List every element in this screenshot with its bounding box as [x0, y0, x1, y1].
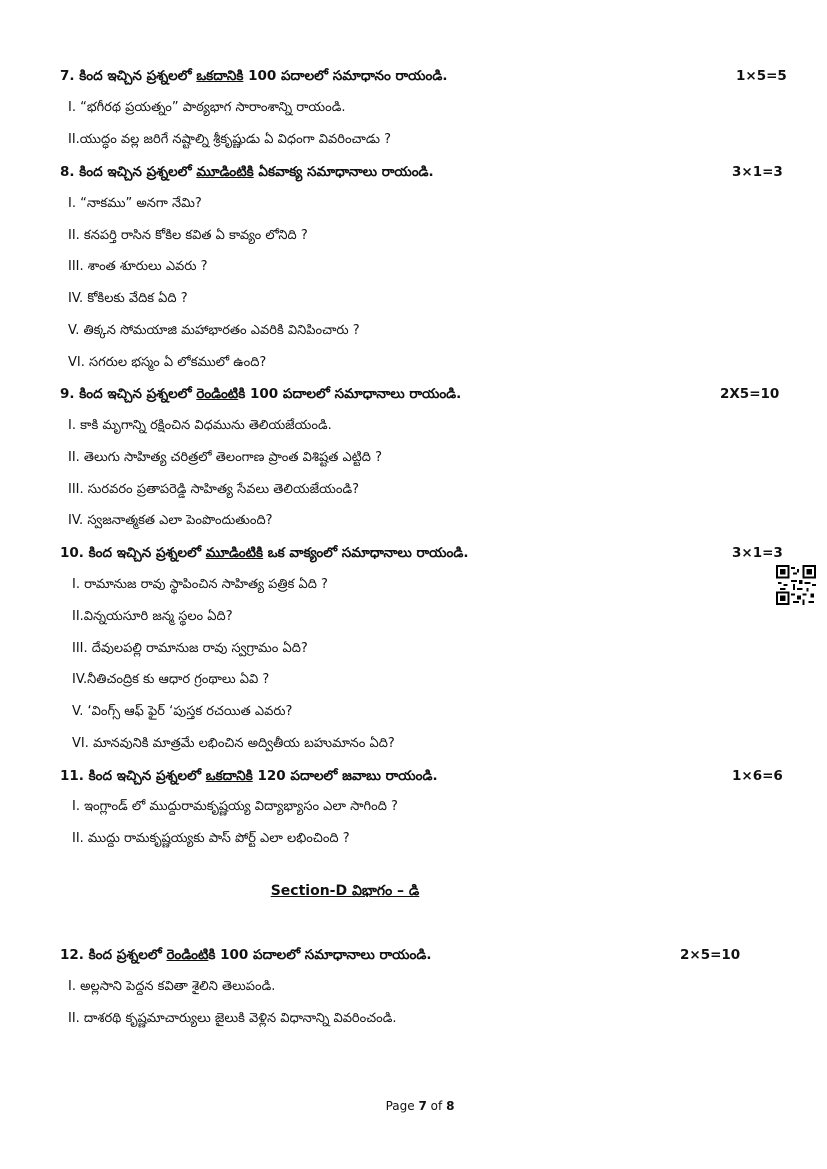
sub-question: I. ఇంగ్లాండ్ లో ముద్దురామకృష్ణయ్య విద్యాభ్యాసం ఎలా సాగింది ?	[72, 799, 398, 814]
section-heading	[0, 883, 690, 902]
sub-question: I. రామానుజ రావు స్థాపించిన సాహిత్య పత్రిక ఏది ?	[72, 577, 328, 592]
sub-question: I. “భగీరథ ప్రయత్నం” పాఠ్యభాగ సారాంశాన్ని రాయండి.	[68, 100, 346, 115]
question-emphasis: మూడింటికి	[196, 164, 254, 180]
sub-question: V. తిక్కన సోమయాజి మహాభారతం ఎవరికి వినిపించారు ?	[68, 323, 360, 338]
sub-question: I. “నాకము” అనగా నేమి?	[68, 196, 202, 211]
marks-q7: 1×5=5	[736, 68, 787, 84]
sub-question: III. శాంత శూరులు ఎవరు ?	[68, 259, 208, 274]
marks-q8: 3×1=3	[732, 164, 783, 180]
question-text: కి 100 పదాలలో సమాధానాలు రాయండి.	[238, 386, 462, 402]
question-text: 7. కింద ఇచ్చిన ప్రశ్నలలో	[60, 68, 197, 84]
sub-question: II. తెలుగు సాహిత్య చరిత్రలో తెలంగాణ ప్రాంత విశిష్టత ఎట్టిది ?	[68, 450, 383, 465]
sub-question: II. కనపర్తి రాసిన కోకిల కవిత ఏ కావ్యం లోనిది ?	[68, 228, 308, 243]
question-emphasis: రెండింటి	[196, 386, 239, 402]
sub-question: III. దేవులపల్లి రామానుజ రావు స్వగ్రామం ఏది?	[72, 641, 308, 656]
marks-q12: 2×5=10	[680, 947, 741, 963]
marks-q9: 2X5=10	[720, 386, 780, 402]
page-total: 8	[446, 1099, 455, 1113]
question-11	[60, 768, 438, 787]
question-text: 11. కింద ఇచ్చిన ప్రశ్నలలో	[60, 768, 206, 784]
page-footer	[0, 1099, 827, 1113]
sub-question: VI. సగరుల భస్మం ఏ లోకములో ఉంది?	[68, 355, 267, 370]
question-text: 120 పదాలలో జవాబు రాయండి.	[252, 768, 438, 784]
section-title: Section-D విభాగం – డి	[270, 883, 420, 899]
sub-question: I. అల్లసాని పెద్దన కవితా శైలిని తెలుపండి.	[68, 979, 276, 994]
sub-question: II.యుద్ధం వల్ల జరిగే నష్టాల్ని శ్రీకృష్ణుడు ఏ విధంగా వివరించాడు ?	[68, 132, 392, 147]
question-12	[60, 947, 431, 966]
sub-question: VI. మానవునికి మాత్రమే లభించిన అద్వితీయ బహుమానం ఏది?	[72, 736, 395, 751]
sub-question: III. సురవరం ప్రతాపరెడ్డి సాహిత్య సేవలు తెలియజేయండి?	[68, 482, 360, 497]
marks-q10: 3×1=3	[732, 545, 783, 561]
sub-question: IV. స్వజనాత్మకత ఎలా పెంపొందుతుంది?	[68, 513, 273, 528]
sub-question: IV.నీతిచంద్రిక కు ఆధార గ్రంథాలు ఏవి ?	[72, 672, 270, 687]
sub-question: II. ముద్దు రామకృష్ణయ్యకు పాస్ పోర్ట్ ఎలా లభించింది ?	[72, 831, 350, 846]
question-text: 12. కింద ప్రశ్నలలో	[60, 947, 167, 963]
question-text: ఏకవాక్య సమాధానాలు రాయండి.	[253, 164, 434, 180]
question-emphasis: రెండింటి	[166, 947, 209, 963]
sub-question: I. కాకి మృగాన్ని రక్షించిన విధమును తెలియజేయండి.	[68, 418, 332, 433]
qr-code-icon	[776, 565, 816, 605]
question-10	[60, 545, 468, 564]
question-7	[60, 68, 447, 87]
question-emphasis: మూడింటికి	[205, 545, 264, 561]
question-text: 10. కింద ఇచ్చిన ప్రశ్నలలో	[60, 545, 206, 561]
sub-question: II. దాశరథి కృష్ణమాచార్యులు జైలుకి వెళ్లిన విధానాన్ని వివరించండి.	[68, 1011, 397, 1026]
sub-question: IV. కోకిలకు వేదిక ఏది ?	[68, 291, 188, 306]
sub-question: II.విన్నయసూరి జన్మ స్థలం ఏది?	[72, 609, 233, 624]
question-emphasis: ఒకదానికి	[205, 768, 253, 784]
question-text: 8. కింద ఇచ్చిన ప్రశ్నలలో	[60, 164, 197, 180]
question-text: 100 పదాలలో సమాధానం రాయండి.	[243, 68, 448, 84]
page-number: 7	[418, 1099, 427, 1113]
sub-question: V. ‘వింగ్స్ ఆఫ్ ఫైర్ ‘పుస్తక రచయిత ఎవరు?	[72, 704, 293, 719]
page-of-label: of	[430, 1099, 443, 1113]
question-text: 9. కింద ఇచ్చిన ప్రశ్నలలో	[60, 386, 197, 402]
marks-q11: 1×6=6	[732, 768, 783, 784]
question-emphasis: ఒకదానికి	[196, 68, 244, 84]
question-text: కి 100 పదాలలో సమాధానాలు రాయండి.	[208, 947, 432, 963]
page-label: Page	[385, 1099, 415, 1113]
question-8	[60, 164, 434, 183]
question-text: ఒక వాక్యంలో సమాధానాలు రాయండి.	[263, 545, 469, 561]
question-9	[60, 386, 461, 405]
